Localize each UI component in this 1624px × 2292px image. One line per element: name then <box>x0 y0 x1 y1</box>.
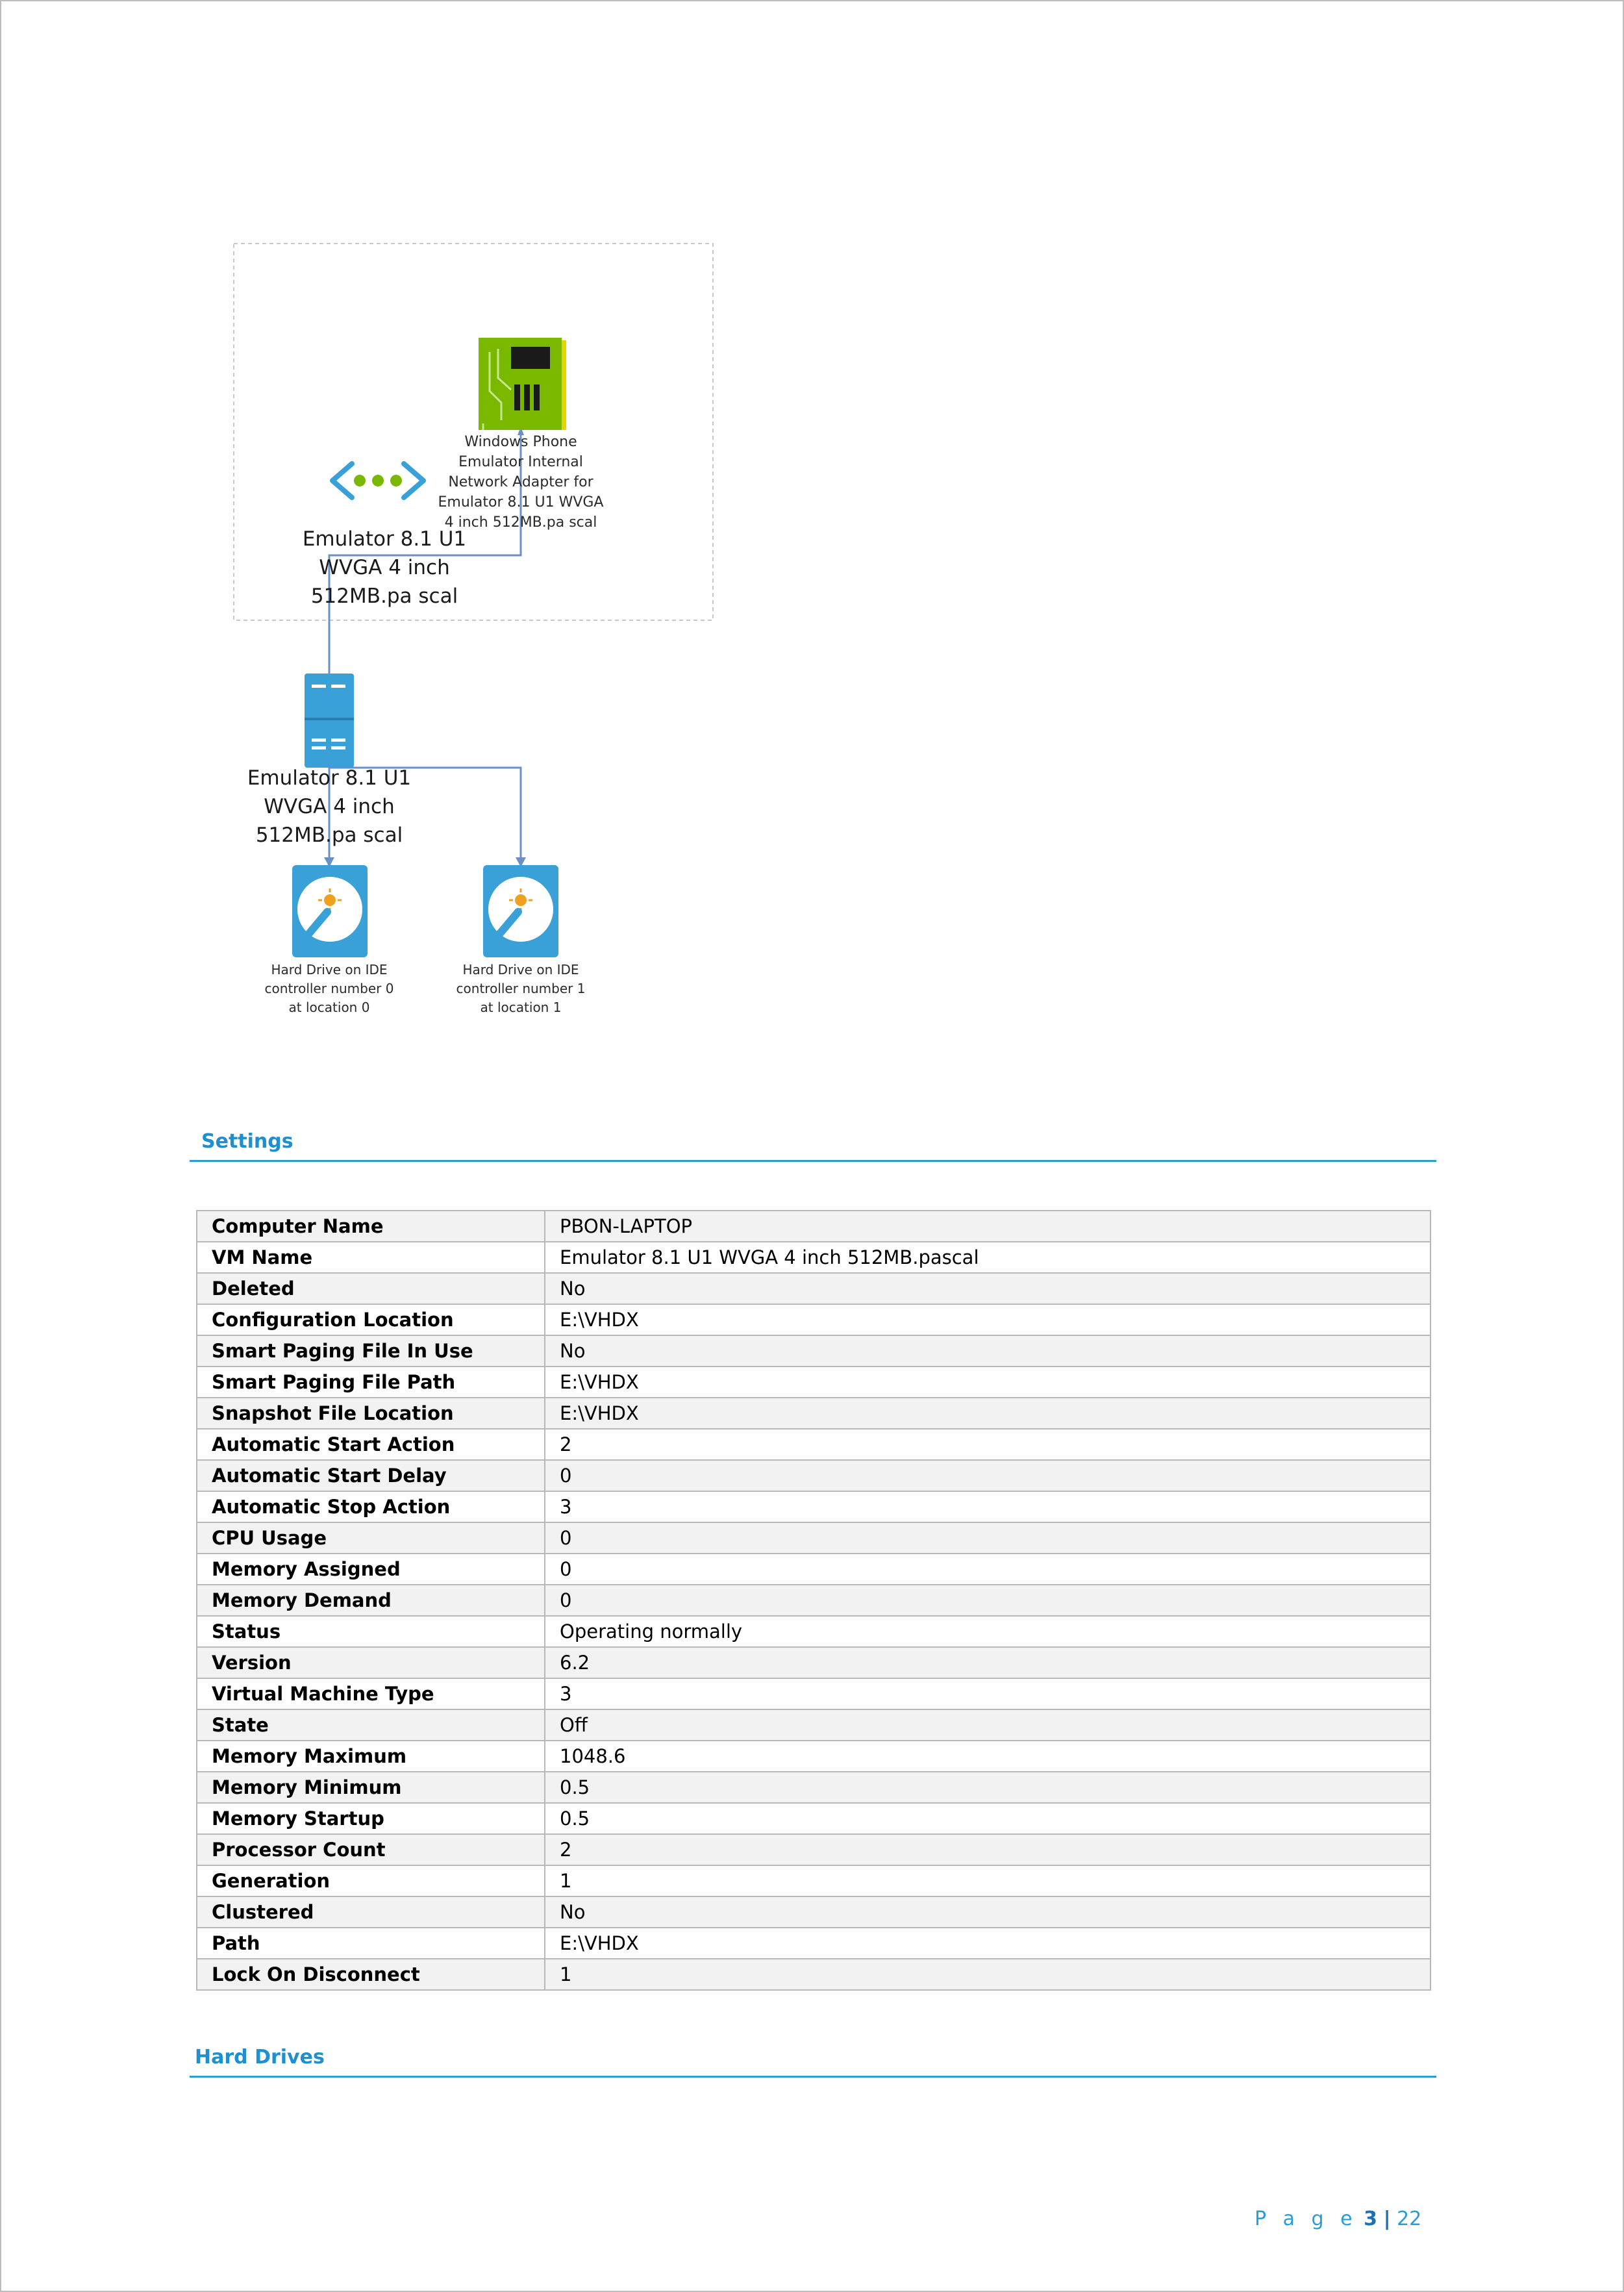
setting-value: 2 <box>545 1429 1430 1460</box>
setting-value: 0 <box>545 1460 1430 1491</box>
setting-value: E:\VHDX <box>545 1366 1430 1398</box>
table-row <box>197 1834 1430 1865</box>
setting-key: Memory Demand <box>197 1585 545 1616</box>
table-row <box>197 1491 1430 1522</box>
hard-drive-1-label <box>430 961 612 1017</box>
setting-key: Memory Minimum <box>197 1772 545 1803</box>
table-row <box>197 1959 1430 1990</box>
label-line: Emulator 8.1 U1 WVGA <box>438 494 604 510</box>
setting-key: Memory Maximum <box>197 1741 545 1772</box>
setting-value: No <box>545 1335 1430 1366</box>
label-line: Emulator Internal <box>458 454 583 470</box>
setting-value: E:\VHDX <box>545 1304 1430 1335</box>
virtual-switch-label <box>261 525 508 611</box>
page-footer <box>1255 2208 1421 2230</box>
setting-value: 3 <box>545 1678 1430 1709</box>
setting-value: E:\VHDX <box>545 1398 1430 1429</box>
table-row <box>197 1273 1430 1304</box>
setting-value: Emulator 8.1 U1 WVGA 4 inch 512MB.pascal <box>545 1242 1430 1273</box>
hard-drive-icon <box>292 865 368 957</box>
setting-key: Version <box>197 1647 545 1678</box>
setting-value: Off <box>545 1709 1430 1741</box>
setting-value: 0.5 <box>545 1803 1430 1834</box>
setting-value: Operating normally <box>545 1616 1430 1647</box>
label-line: Network Adapter for <box>448 474 593 490</box>
setting-key: Lock On Disconnect <box>197 1959 545 1990</box>
setting-key: Smart Paging File Path <box>197 1366 545 1398</box>
network-adapter-icon <box>479 338 566 430</box>
hard-drives-heading: Hard Drives <box>195 2046 325 2069</box>
setting-key: Status <box>197 1616 545 1647</box>
setting-value: No <box>545 1896 1430 1928</box>
setting-value: 0 <box>545 1522 1430 1554</box>
label-line: Emulator 8.1 U1 <box>302 527 467 551</box>
page-number: 3 <box>1364 2208 1378 2230</box>
table-row <box>197 1865 1430 1896</box>
setting-key: Path <box>197 1928 545 1959</box>
hard-drive-icon <box>483 865 558 957</box>
setting-value: 2 <box>545 1834 1430 1865</box>
setting-key: State <box>197 1709 545 1741</box>
settings-heading: Settings <box>201 1130 294 1153</box>
setting-key: Memory Startup <box>197 1803 545 1834</box>
network-diagram <box>1 1 1624 1066</box>
table-row <box>197 1678 1430 1709</box>
setting-value: No <box>545 1273 1430 1304</box>
setting-value: 3 <box>545 1491 1430 1522</box>
table-row <box>197 1522 1430 1554</box>
label-line: 512MB.pa scal <box>310 585 458 608</box>
label-line: WVGA 4 inch <box>319 556 450 579</box>
label-line: 4 inch 512MB.pa scal <box>444 514 597 531</box>
table-row <box>197 1616 1430 1647</box>
virtual-machine-label <box>209 764 449 850</box>
setting-key: Automatic Stop Action <box>197 1491 545 1522</box>
label-line: Emulator 8.1 U1 <box>247 766 412 790</box>
table-row <box>197 1398 1430 1429</box>
setting-key: Computer Name <box>197 1211 545 1242</box>
table-row <box>197 1647 1430 1678</box>
label-line: at location 1 <box>480 1000 562 1015</box>
hard-drives-heading-rule <box>190 2076 1436 2078</box>
setting-value: 1 <box>545 1959 1430 1990</box>
setting-key: Snapshot File Location <box>197 1398 545 1429</box>
setting-key: Memory Assigned <box>197 1554 545 1585</box>
table-row <box>197 1460 1430 1491</box>
label-line: WVGA 4 inch <box>264 795 395 818</box>
setting-key: Virtual Machine Type <box>197 1678 545 1709</box>
setting-value: 6.2 <box>545 1647 1430 1678</box>
label-line: Hard Drive on IDE <box>462 962 579 977</box>
table-row <box>197 1772 1430 1803</box>
table-row <box>197 1741 1430 1772</box>
label-line: Windows Phone <box>464 434 577 450</box>
settings-heading-rule <box>190 1160 1436 1162</box>
label-line: controller number 0 <box>264 981 394 996</box>
table-row <box>197 1709 1430 1741</box>
table-row <box>197 1585 1430 1616</box>
page-word: P a g e <box>1255 2208 1358 2230</box>
setting-key: Generation <box>197 1865 545 1896</box>
label-line: 512MB.pa scal <box>255 824 403 847</box>
setting-key: VM Name <box>197 1242 545 1273</box>
label-line: Hard Drive on IDE <box>271 962 388 977</box>
table-row <box>197 1366 1430 1398</box>
setting-key: Deleted <box>197 1273 545 1304</box>
table-row <box>197 1429 1430 1460</box>
setting-value: 0 <box>545 1585 1430 1616</box>
setting-key: Smart Paging File In Use <box>197 1335 545 1366</box>
setting-value: 1048.6 <box>545 1741 1430 1772</box>
virtual-machine-server-icon <box>305 674 354 768</box>
setting-value: 0 <box>545 1554 1430 1585</box>
setting-key: Configuration Location <box>197 1304 545 1335</box>
table-row <box>197 1896 1430 1928</box>
label-line: controller number 1 <box>456 981 586 996</box>
table-row <box>197 1304 1430 1335</box>
table-row <box>197 1803 1430 1834</box>
setting-key: Automatic Start Delay <box>197 1460 545 1491</box>
page-total: 22 <box>1397 2208 1422 2230</box>
setting-value: PBON-LAPTOP <box>545 1211 1430 1242</box>
table-row <box>197 1211 1430 1242</box>
virtual-switch-icon <box>332 464 423 497</box>
setting-key: Clustered <box>197 1896 545 1928</box>
table-row <box>197 1928 1430 1959</box>
network-adapter-label <box>423 432 618 533</box>
settings-table-body <box>197 1211 1430 1990</box>
setting-value: E:\VHDX <box>545 1928 1430 1959</box>
setting-key: Processor Count <box>197 1834 545 1865</box>
table-row <box>197 1554 1430 1585</box>
setting-value: 1 <box>545 1865 1430 1896</box>
table-row <box>197 1335 1430 1366</box>
table-row <box>197 1242 1430 1273</box>
setting-key: Automatic Start Action <box>197 1429 545 1460</box>
settings-table <box>196 1210 1431 1991</box>
label-line: at location 0 <box>288 1000 370 1015</box>
hard-drive-0-label <box>238 961 420 1017</box>
setting-key: CPU Usage <box>197 1522 545 1554</box>
setting-value: 0.5 <box>545 1772 1430 1803</box>
page-separator: | <box>1383 2208 1391 2230</box>
